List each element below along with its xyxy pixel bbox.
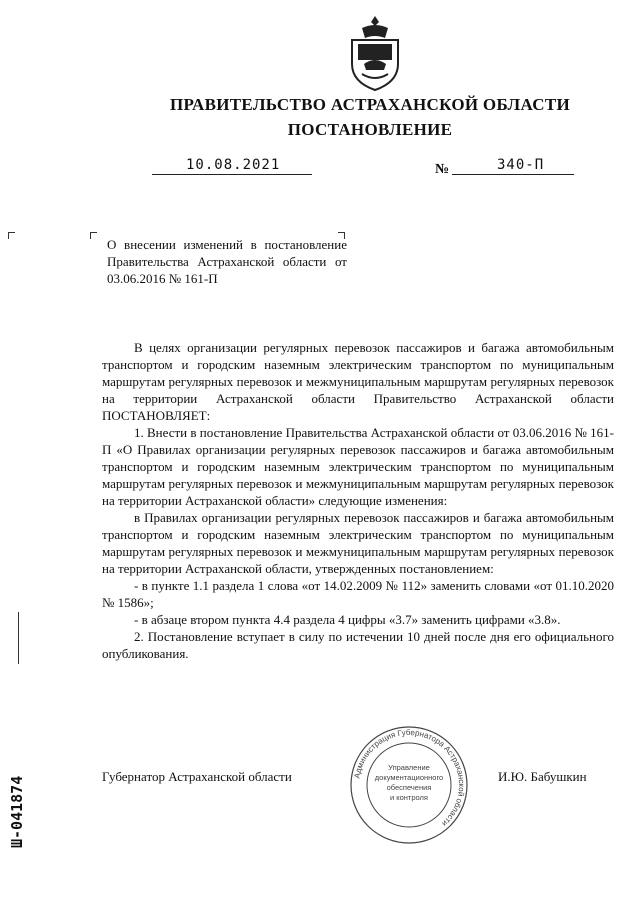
- document-date: 10.08.2021: [186, 157, 281, 173]
- corner-mark: [8, 232, 15, 239]
- stamp-line: Управление: [388, 763, 430, 772]
- corner-mark: [90, 232, 97, 239]
- document-subject: О внесении изменений в постановление Правительства Астраханской области от 03.06.2016 № 161-П: [107, 237, 347, 286]
- serial-code-text: Ш-041874: [8, 775, 26, 848]
- document-body: [102, 339, 614, 662]
- body-paragraph: В целях организации регулярных перевозок пассажиров и багажа автомобильным транспортом и городским наземным электрическим транспортом по муниципальным маршрутам регулярных перевозок и межмуниципальным маршрутам регулярных перевозок на территории Астраханской области Правительство Астраханской области ПОСТАНОВЛЯЕТ:: [102, 340, 614, 423]
- stamp-line: и контроля: [389, 793, 429, 802]
- body-paragraph: 2. Постановление вступает в силу по истечении 10 дней после дня его официального опубликования.: [102, 629, 614, 661]
- body-paragraph: - в абзаце втором пункта 4.4 раздела 4 цифры «3.7» заменить цифрами «3.8».: [134, 612, 561, 627]
- signatory-name: И.Ю. Бабушкин: [498, 769, 587, 784]
- authority-name: ПРАВИТЕЛЬСТВО АСТРАХАНСКОЙ ОБЛАСТИ: [170, 95, 570, 114]
- margin-line: [18, 612, 19, 664]
- document-type: ПОСТАНОВЛЕНИЕ: [287, 120, 453, 139]
- number-sign: №: [435, 162, 450, 177]
- stamp-ring-text: Администрация Губернатора Астраханской области: [352, 727, 467, 829]
- official-stamp: [348, 724, 470, 846]
- coat-of-arms-icon: [344, 14, 406, 92]
- body-paragraph: 1. Внести в постановление Правительства Астраханской области от 03.06.2016 № 161-П «О Правилах организации регулярных перевозок пассажиров и багажа автомобильным транспортом и городским наземным электрическим транспортом по муниципальным маршрутам регулярных перевозок и межмуниципальным маршрутам регулярных перевозок на территории Астраханской области» следующие изменения:: [102, 425, 614, 508]
- signatory-title: Губернатор Астраханской области: [102, 769, 292, 784]
- stamp-line: документационного: [374, 773, 444, 782]
- body-paragraph: в Правилах организации регулярных перевозок пассажиров и багажа автомобильным транспортом и городским наземным электрическим транспортом по муниципальным маршрутам регулярных перевозок и межмуниципальным маршрутам регулярных перевозок на территории Астраханской области, утвержденных постановлением:: [102, 510, 614, 576]
- date-underline: [152, 174, 312, 175]
- serial-code: [2, 700, 32, 850]
- stamp-line: обеспечения: [386, 783, 432, 792]
- number-underline: [452, 174, 574, 175]
- body-paragraph: - в пункте 1.1 раздела 1 слова «от 14.02.2009 № 112» заменить словами «от 01.10.2020 № 1586»;: [102, 578, 614, 610]
- document-number: 340-П: [497, 157, 545, 173]
